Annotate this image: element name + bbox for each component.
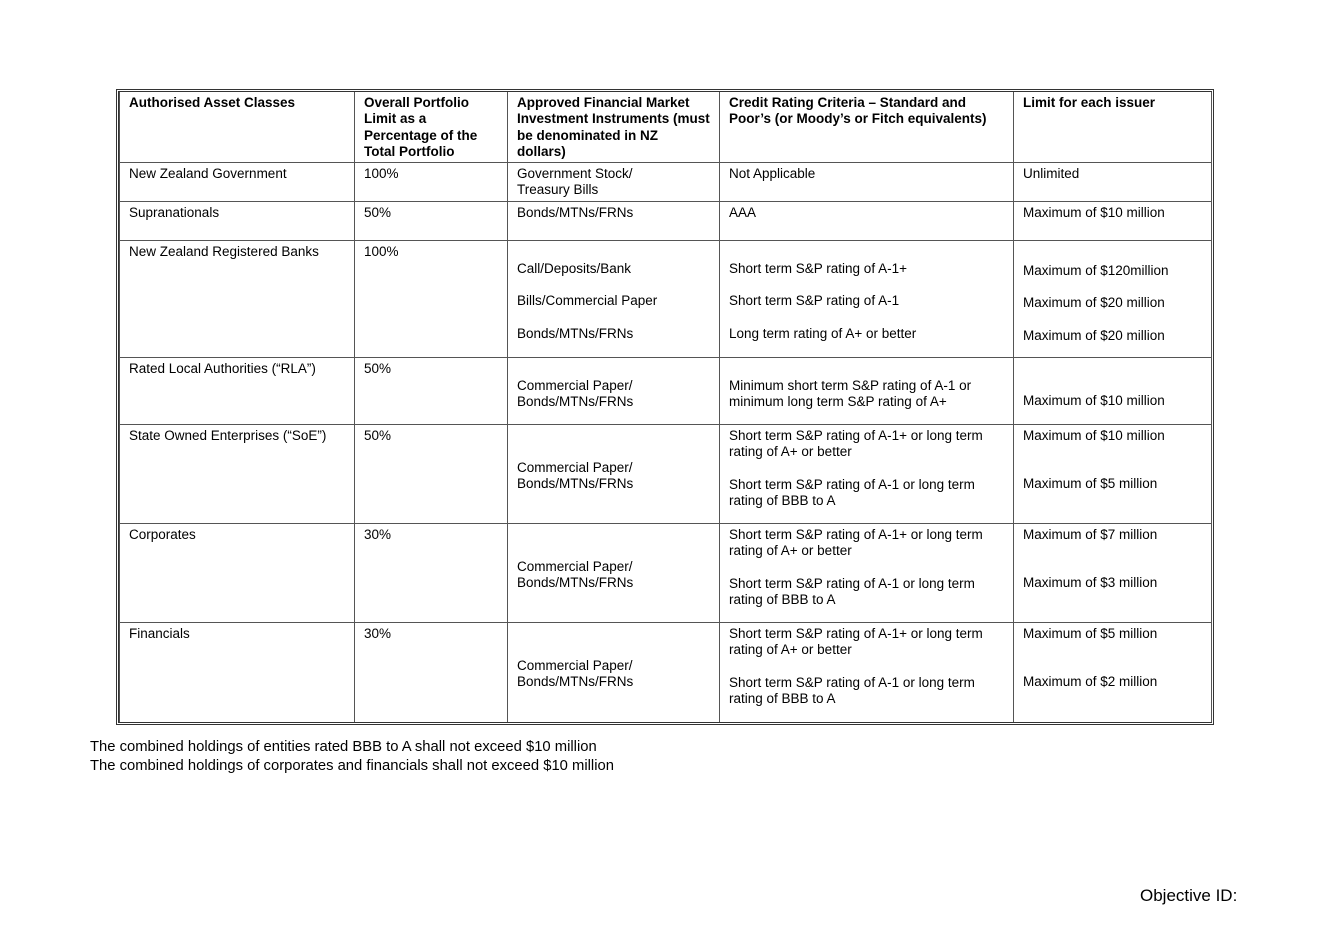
header-issuer-limit: Limit for each issuer xyxy=(1014,92,1212,163)
instrument-line: Commercial Paper/ xyxy=(517,658,633,674)
criteria-line: Long term rating of A+ or better xyxy=(729,325,917,341)
note-line: The combined holdings of corporates and financials shall not exceed $10 million xyxy=(90,757,614,774)
investment-policy-table xyxy=(119,92,1212,722)
criteria-line: Short term S&P rating of A-1 or long term rating of BBB to A xyxy=(729,575,975,608)
table-row xyxy=(120,202,1212,241)
instrument-line: Bonds/MTNs/FRNs xyxy=(517,476,634,492)
instrument-line: Treasury Bills xyxy=(517,182,599,198)
issuer-limit-line: Maximum of $10 million xyxy=(1023,393,1165,409)
instrument-line: Bonds/MTNs/FRNs xyxy=(517,394,634,410)
instrument-line: Bills/Commercial Paper xyxy=(517,293,658,309)
instrument-line: Bonds/MTNs/FRNs xyxy=(517,575,634,591)
criteria-line: Short term S&P rating of A-1 or long term rating of BBB to A xyxy=(729,674,975,707)
note-line: The combined holdings of entities rated BBB to A shall not exceed $10 million xyxy=(90,739,597,755)
criteria-cell xyxy=(720,358,1014,425)
criteria-line: Short term S&P rating of A-1 or long term rating of BBB to A xyxy=(729,476,975,509)
instruments-cell xyxy=(508,623,720,722)
instrument-line: Commercial Paper/ xyxy=(517,559,633,575)
issuer-limit-cell xyxy=(1014,524,1212,623)
limit-cell: 30% xyxy=(355,524,508,623)
issuer-limit-line: Maximum of $7 million xyxy=(1023,527,1158,543)
instrument-line: Bonds/MTNs/FRNs xyxy=(517,674,634,690)
issuer-limit-line: Maximum of $10 million xyxy=(1023,428,1165,444)
criteria-cell xyxy=(720,623,1014,722)
instrument-line: Call/Deposits/Bank xyxy=(517,261,632,277)
table-row xyxy=(120,241,1212,358)
limit-cell: 50% xyxy=(355,358,508,425)
asset-class-cell: State Owned Enterprises (“SoE”) xyxy=(120,425,355,524)
asset-class-cell: New Zealand Registered Banks xyxy=(120,241,355,358)
issuer-limit-line: Maximum of $20 million xyxy=(1023,295,1165,311)
instrument-line: Government Stock/ xyxy=(517,166,633,182)
header-portfolio-limit: Overall Portfolio Limit as a Percentage of the Total Portfolio xyxy=(355,92,508,163)
objective-id-label: Objective ID: xyxy=(1140,886,1238,905)
criteria-line: Minimum short term S&P rating of A-1 or xyxy=(729,378,972,394)
issuer-limit-cell xyxy=(1014,241,1212,358)
asset-class-cell: New Zealand Government xyxy=(120,163,355,202)
criteria-cell xyxy=(720,425,1014,524)
criteria-line: Short term S&P rating of A-1+ or long term rating of A+ or better xyxy=(729,428,983,460)
instruments-cell xyxy=(508,358,720,425)
table-row xyxy=(120,425,1212,524)
issuer-limit-cell xyxy=(1014,623,1212,722)
instrument-line: Bonds/MTNs/FRNs xyxy=(517,325,634,341)
criteria-line: minimum long term S&P rating of A+ xyxy=(729,394,947,410)
issuer-limit-line: Maximum of $20 million xyxy=(1023,327,1165,343)
limit-cell: 100% xyxy=(355,241,508,358)
table-row xyxy=(120,623,1212,722)
criteria-cell: AAA xyxy=(720,202,1014,241)
asset-class-cell: Corporates xyxy=(120,524,355,623)
instrument-line: Commercial Paper/ xyxy=(517,378,633,394)
investment-policy-table-frame xyxy=(116,89,1214,725)
instruments-cell xyxy=(508,524,720,623)
header-instruments: Approved Financial Market Investment Instruments (must be denominated in NZ dollars) xyxy=(508,92,720,163)
asset-class-cell: Financials xyxy=(120,623,355,722)
criteria-cell xyxy=(720,524,1014,623)
issuer-limit-cell xyxy=(1014,358,1212,425)
table-row xyxy=(120,358,1212,425)
asset-class-cell: Supranationals xyxy=(120,202,355,241)
criteria-line: Short term S&P rating of A-1+ xyxy=(729,261,907,277)
issuer-limit-line: Maximum of $5 million xyxy=(1023,626,1158,642)
table-header-row xyxy=(120,92,1212,163)
instruments-cell: Bonds/MTNs/FRNs xyxy=(508,202,720,241)
limit-cell: 50% xyxy=(355,202,508,241)
table-row xyxy=(120,524,1212,623)
instruments-cell xyxy=(508,241,720,358)
issuer-limit-cell: Maximum of $10 million xyxy=(1014,202,1212,241)
criteria-line: Short term S&P rating of A-1+ or long term rating of A+ or better xyxy=(729,527,983,559)
policy-notes xyxy=(90,738,614,775)
limit-cell: 30% xyxy=(355,623,508,722)
limit-cell: 50% xyxy=(355,425,508,524)
instruments-cell xyxy=(508,163,720,202)
issuer-limit-line: Maximum of $120million xyxy=(1023,263,1169,279)
issuer-limit-cell: Unlimited xyxy=(1014,163,1212,202)
asset-class-cell: Rated Local Authorities (“RLA”) xyxy=(120,358,355,425)
issuer-limit-line: Maximum of $3 million xyxy=(1023,575,1158,591)
criteria-cell xyxy=(720,241,1014,358)
table-row xyxy=(120,163,1212,202)
issuer-limit-line: Maximum of $5 million xyxy=(1023,476,1158,492)
issuer-limit-cell xyxy=(1014,425,1212,524)
instruments-cell xyxy=(508,425,720,524)
instrument-line: Commercial Paper/ xyxy=(517,460,633,476)
issuer-limit-line: Maximum of $2 million xyxy=(1023,674,1158,690)
header-credit-criteria: Credit Rating Criteria – Standard and Poor’s (or Moody’s or Fitch equivalents) xyxy=(720,92,1014,163)
criteria-cell: Not Applicable xyxy=(720,163,1014,202)
criteria-line: Short term S&P rating of A-1+ or long term rating of A+ or better xyxy=(729,626,983,658)
limit-cell: 100% xyxy=(355,163,508,202)
header-asset-classes: Authorised Asset Classes xyxy=(120,92,355,163)
criteria-line: Short term S&P rating of A-1 xyxy=(729,293,900,309)
